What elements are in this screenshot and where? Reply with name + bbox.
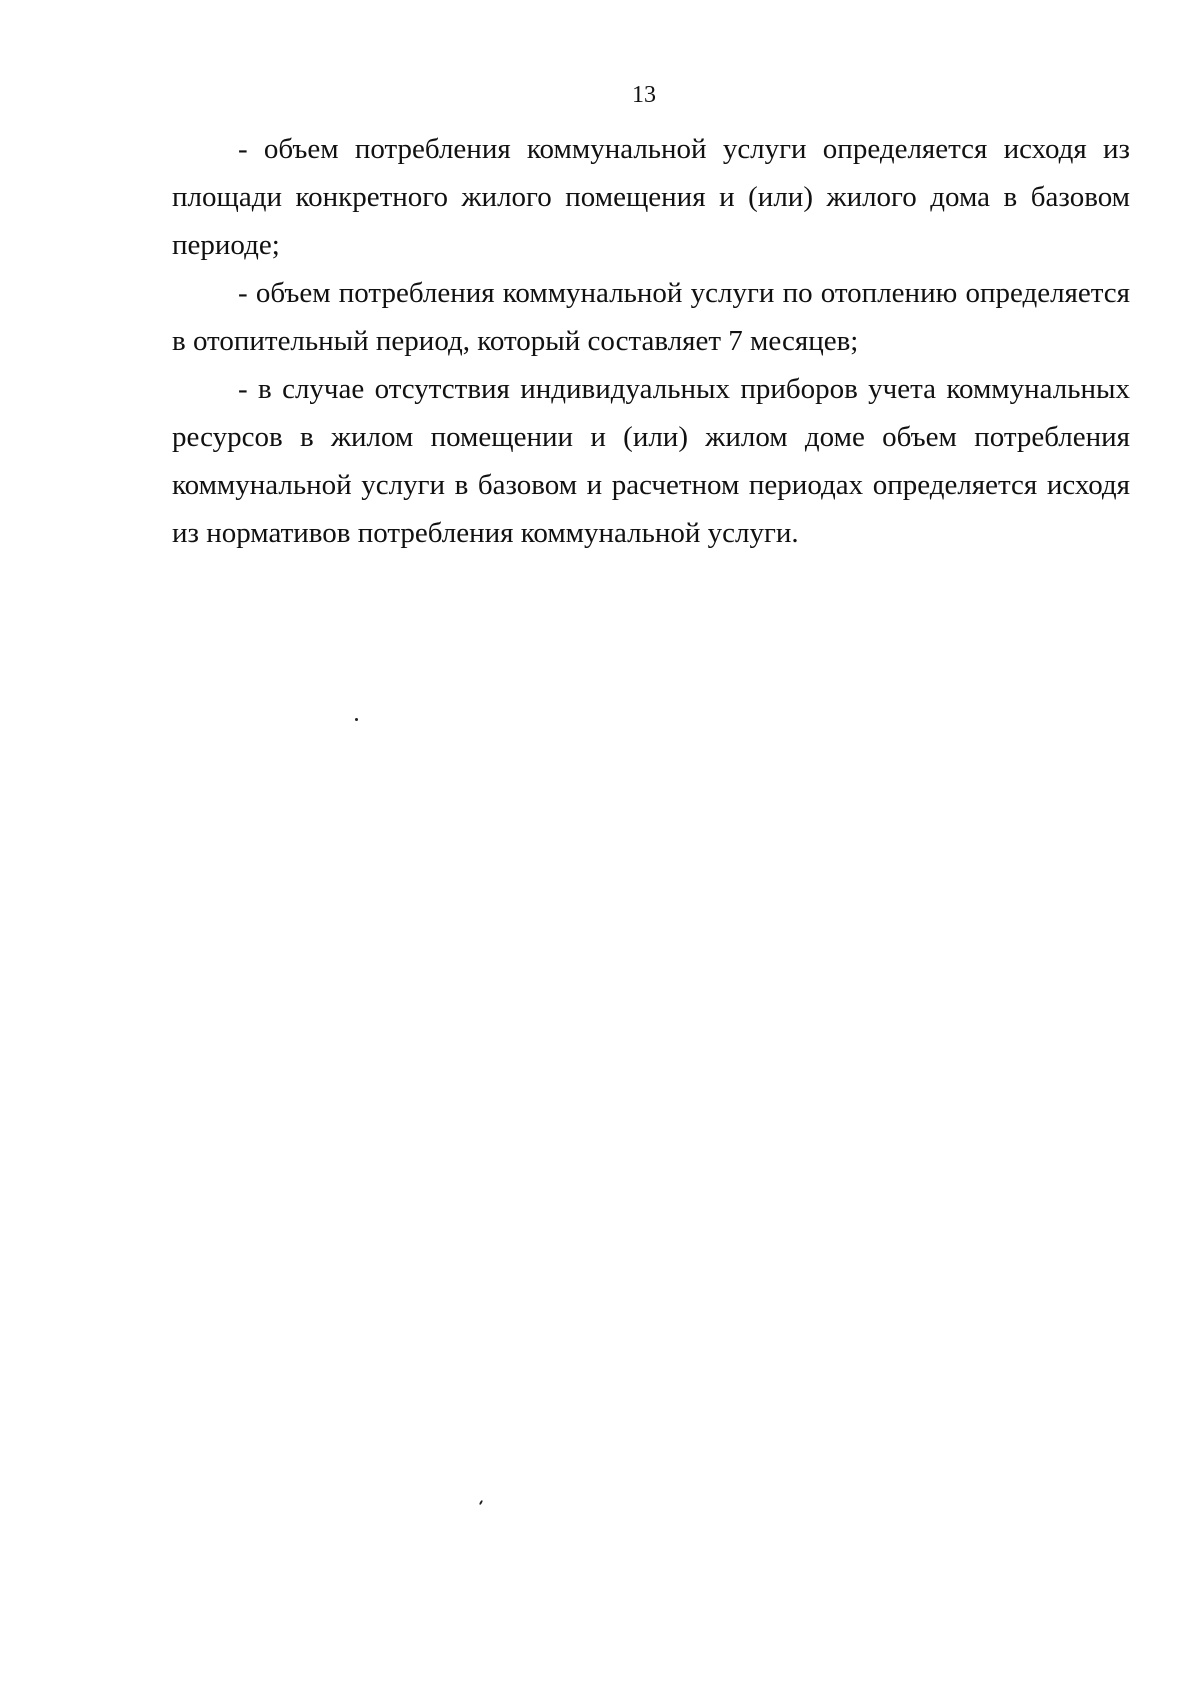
scan-speck xyxy=(479,1500,483,1505)
scan-speck xyxy=(355,718,358,721)
paragraph-no-meters: - в случае отсутствия индивидуальных приборов учета коммунальных ресурсов в жилом помещении и (или) жилом доме объем потребления коммунальной услуги в базовом и расчетном периодах определяется исходя из нормативов потребления коммунальной услуги. xyxy=(172,373,1130,549)
paragraph-heating-period: - объем потребления коммунальной услуги по отоплению определяется в отопительный период, который составляет 7 месяцев; xyxy=(172,277,1130,357)
document-body xyxy=(172,125,1130,557)
paragraph-consumption-area: - объем потребления коммунальной услуги определяется исходя из площади конкретного жилого помещения и (или) жилого дома в базовом периоде; xyxy=(172,133,1130,261)
page-number: 13 xyxy=(632,82,656,108)
